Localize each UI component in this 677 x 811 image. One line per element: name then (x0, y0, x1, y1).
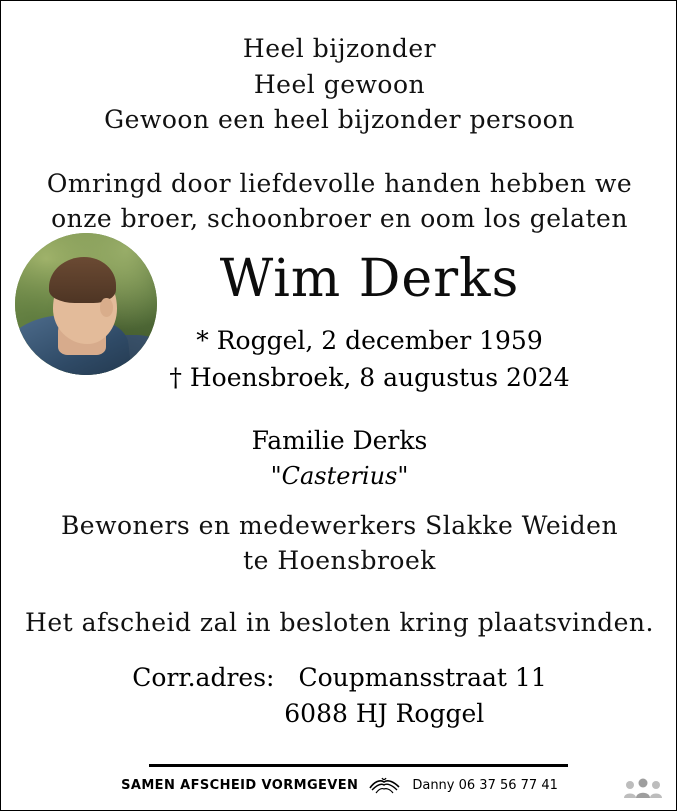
birth-date: * Roggel, 2 december 1959 (196, 325, 543, 355)
footer-content (1, 774, 677, 796)
people-group-icon (622, 778, 664, 804)
deceased-name: Wim Derks (219, 248, 520, 309)
footer-contact: Danny 06 37 56 77 41 (412, 777, 558, 793)
hands-icon (368, 774, 402, 796)
spacer-1 (1, 138, 677, 166)
correspondence-row (132, 660, 546, 696)
residents-line-1: Bewoners en medewerkers Slakke Weiden (60, 510, 619, 540)
spacer-6 (1, 579, 677, 605)
portrait-photo (15, 233, 157, 375)
death-date: † Hoensbroek, 8 augustus 2024 (169, 363, 570, 393)
correspondence-street: Coupmansstraat 11 (298, 663, 547, 693)
spacer-4 (1, 397, 677, 423)
opening-line-3: Gewoon een heel bijzonder persoon (104, 105, 575, 134)
footer (1, 764, 677, 810)
opening-line-2: Heel gewoon (253, 69, 426, 99)
correspondence-label: Corr.adres: (132, 663, 275, 693)
footer-slogan: SAMEN AFSCHEID VORMGEVEN (121, 777, 359, 793)
correspondence-address (132, 660, 546, 733)
nickname: "Casterius" (270, 461, 409, 490)
footer-divider (149, 764, 568, 767)
opening-line-1: Heel bijzonder (242, 34, 437, 63)
correspondence-city: 6088 HJ Roggel (284, 699, 485, 729)
photo-ear (100, 298, 113, 316)
spacer-5 (1, 494, 677, 508)
residents-line-2: te Hoensbroek (243, 546, 436, 576)
intro-line-2: onze broer, schoonbroer en oom los gelaten (51, 204, 628, 233)
spacer-7 (1, 640, 677, 660)
farewell-note: Het afscheid zal in besloten kring plaatsvinden. (25, 607, 654, 637)
family-name: Familie Derks (251, 425, 428, 455)
intro-line-1: Omringd door liefdevolle handen hebben we (46, 168, 633, 198)
